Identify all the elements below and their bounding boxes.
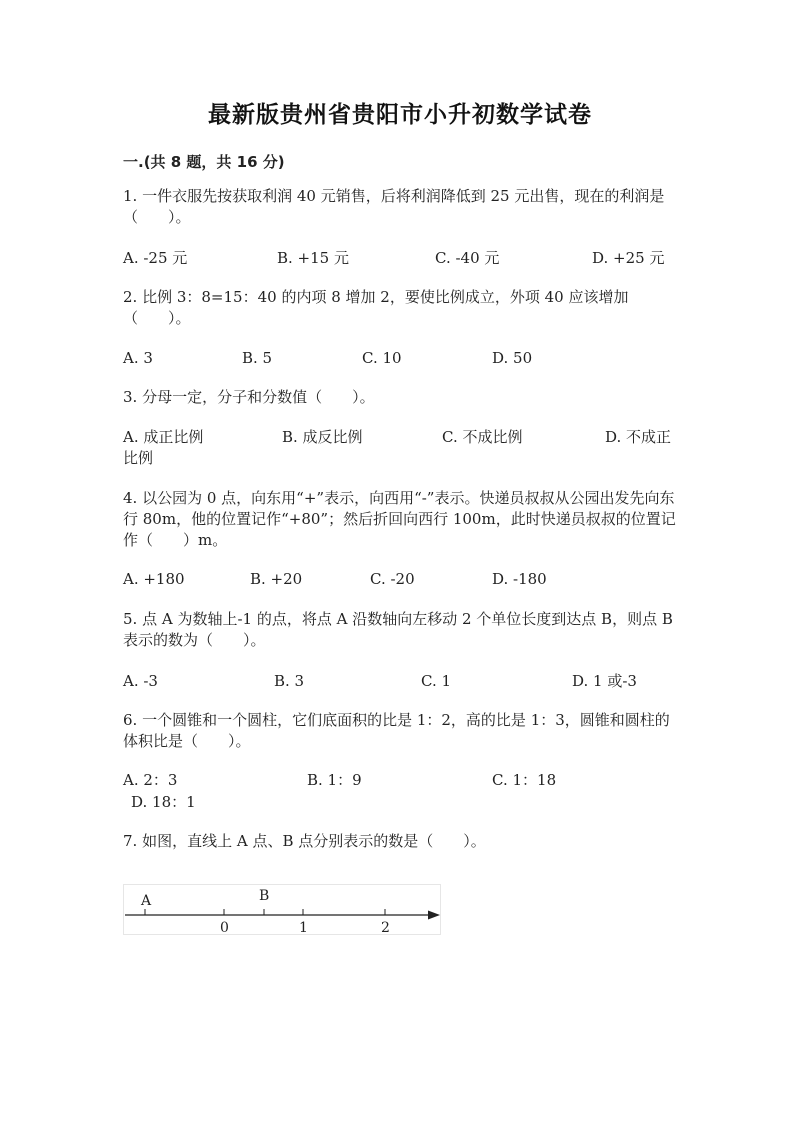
q6-option-b: B. 1：9 <box>307 771 362 789</box>
q6-option-c: C. 1：18 <box>492 771 557 789</box>
q6-option-a: A. 2：3 <box>123 771 178 789</box>
q4-option-a: A. +180 <box>123 570 185 588</box>
q1-option-d: D. +25 元 <box>592 249 665 267</box>
question-4: 4. 以公园为 0 点，向东用“+”表示，向西用“-”表示。快递员叔叔从公园出发先向东行 80m，他的位置记作“+80”；然后折回向西行 100m，此时快递员叔叔的位置记作（ ）m。 <box>123 489 676 549</box>
q4-option-d: D. -180 <box>492 570 547 588</box>
q1-option-a: A. -25 元 <box>123 249 188 267</box>
q2-option-d: D. 50 <box>492 349 533 367</box>
q4-option-b: B. +20 <box>250 570 303 588</box>
question-1: 1. 一件衣服先按获取利润 40 元销售，后将利润降低到 25 元出售，现在的利润是（ ）。 <box>123 187 665 226</box>
question-5: 5. 点 A 为数轴上-1 的点，将点 A 沿数轴向左移动 2 个单位长度到达点 B，则点 B 表示的数为（ ）。 <box>123 610 673 649</box>
question-2: 2. 比例 3：8=15：40 的内项 8 增加 2，要使比例成立，外项 40 应该增加（ ）。 <box>123 288 629 327</box>
point-label-b: B <box>259 888 270 904</box>
q2-option-a: A. 3 <box>123 349 153 367</box>
q5-option-a: A. -3 <box>123 672 158 690</box>
q2-option-c: C. 10 <box>362 349 402 367</box>
q3-option-b: B. 成反比例 <box>282 428 363 446</box>
q4-option-c: C. -20 <box>370 570 415 588</box>
q3-option-d-wrap: 比例 <box>123 449 154 467</box>
q5-option-b: B. 3 <box>274 672 305 690</box>
q5-option-c: C. 1 <box>421 672 452 690</box>
q2-option-b: B. 5 <box>242 349 273 367</box>
question-6: 6. 一个圆锥和一个圆柱，它们底面积的比是 1：2，高的比是 1：3，圆锥和圆柱的体积比是（ ）。 <box>123 711 670 750</box>
number-line-figure <box>123 884 443 938</box>
section-heading: 一.(共 8 题，共 16 分) <box>123 153 285 171</box>
number-line-arrowhead <box>428 911 440 920</box>
q5-option-d: D. 1 或-3 <box>572 672 637 690</box>
q1-option-b: B. +15 元 <box>277 249 349 267</box>
tick-label-2: 2 <box>381 920 390 936</box>
question-3: 3. 分母一定，分子和分数值（ ）。 <box>123 388 375 406</box>
page-title: 最新版贵州省贵阳市小升初数学试卷 <box>208 102 592 128</box>
q3-option-d: D. 不成正 <box>605 428 672 446</box>
q6-option-d: D. 18：1 <box>131 793 196 811</box>
question-7: 7. 如图，直线上 A 点、B 点分别表示的数是（ ）。 <box>123 832 486 850</box>
figure-border <box>124 885 441 935</box>
tick-label-1: 1 <box>299 920 308 936</box>
q3-option-a: A. 成正比例 <box>123 428 204 446</box>
tick-label-0: 0 <box>220 920 229 936</box>
point-label-a: A <box>141 893 152 909</box>
q1-option-c: C. -40 元 <box>435 249 500 267</box>
q3-option-c: C. 不成比例 <box>442 428 523 446</box>
